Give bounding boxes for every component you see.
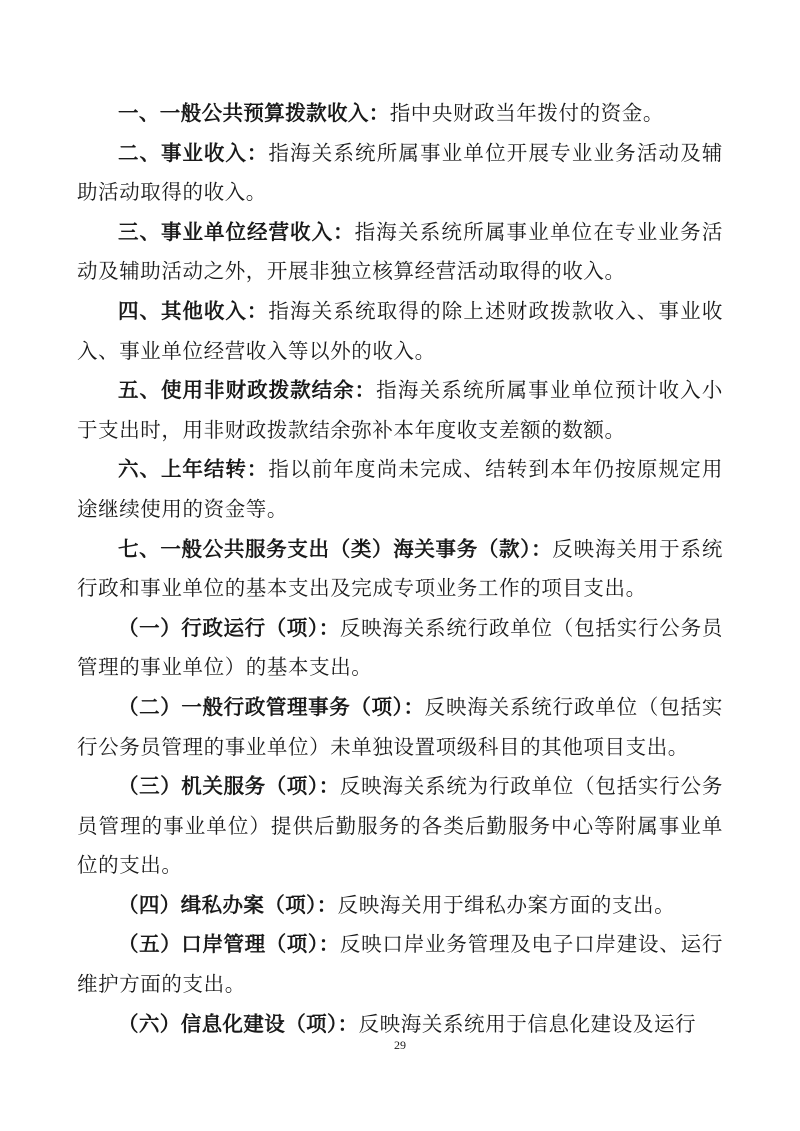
paragraph-port-management	[77, 925, 723, 1004]
term: （三）机关服务（项）：	[118, 774, 340, 799]
paragraph-customs-affairs	[77, 530, 723, 609]
definition: 反映海关用于系统行政和事业单位的基本支出及完成专项业务工作的项目支出。	[77, 536, 723, 601]
definition: 反映海关系统用于信息化建设及运行	[358, 1011, 697, 1036]
paragraph-agency-services	[77, 767, 723, 886]
definition: 指中央财政当年拨付的资金。	[389, 101, 665, 125]
definition: 指海关系统所属事业单位在专业业务活动及辅助活动之外，开展非独立核算经营活动取得的收入。	[77, 219, 723, 284]
definition: 反映海关系统行政单位（包括实行公务员管理的事业单位）未单独设置项级科目的其他项目支出。	[77, 694, 724, 759]
term: （四）缉私办案（项）：	[118, 892, 338, 917]
definition: 指海关系统所属事业单位预计收入小于支出时，用非财政拨款结余弥补本年度收支差额的数额。	[77, 378, 723, 442]
term: （二）一般行政管理事务（项）：	[118, 694, 425, 719]
term: 五、使用非财政拨款结余：	[118, 378, 377, 403]
term: 六、上年结转：	[118, 457, 269, 482]
term: 一、一般公共预算拨款收入：	[118, 101, 390, 125]
term: 四、其他收入：	[118, 298, 269, 323]
paragraph-general-budget-income	[77, 94, 723, 134]
term: （一）行政运行（项）：	[118, 615, 340, 640]
definition: 反映口岸业务管理及电子口岸建设、运行维护方面的支出。	[77, 932, 723, 997]
term: 二、事业收入：	[118, 140, 269, 165]
document-body	[77, 94, 723, 1044]
paragraph-business-income	[77, 134, 723, 213]
paragraph-non-fiscal-surplus	[77, 371, 723, 450]
term: 三、事业单位经营收入：	[118, 219, 355, 244]
definition: 反映海关用于缉私办案方面的支出。	[337, 892, 676, 917]
paragraph-admin-operation	[77, 609, 723, 688]
paragraph-carryover	[77, 450, 723, 529]
page-number: 29	[394, 1038, 406, 1052]
term: （六）信息化建设（项）：	[118, 1011, 359, 1036]
paragraph-anti-smuggling	[77, 886, 723, 926]
term: （五）口岸管理（项）：	[118, 932, 340, 957]
definition: 反映海关系统为行政单位（包括实行公务员管理的事业单位）提供后勤服务的各类后勤服务中心等附属事业单位的支出。	[77, 774, 723, 878]
term: 七、一般公共服务支出（类）海关事务（款）：	[118, 536, 553, 561]
paragraph-operating-income	[77, 213, 723, 292]
definition: 反映海关系统行政单位（包括实行公务员管理的事业单位）的基本支出。	[77, 615, 723, 680]
paragraph-general-admin-affairs	[77, 688, 723, 767]
definition: 指海关系统取得的除上述财政拨款收入、事业收入、事业单位经营收入等以外的收入。	[77, 298, 723, 363]
definition: 指海关系统所属事业单位开展专业业务活动及辅助活动取得的收入。	[77, 140, 723, 205]
paragraph-other-income	[77, 292, 723, 371]
definition: 指以前年度尚未完成、结转到本年仍按原规定用途继续使用的资金等。	[77, 457, 723, 521]
